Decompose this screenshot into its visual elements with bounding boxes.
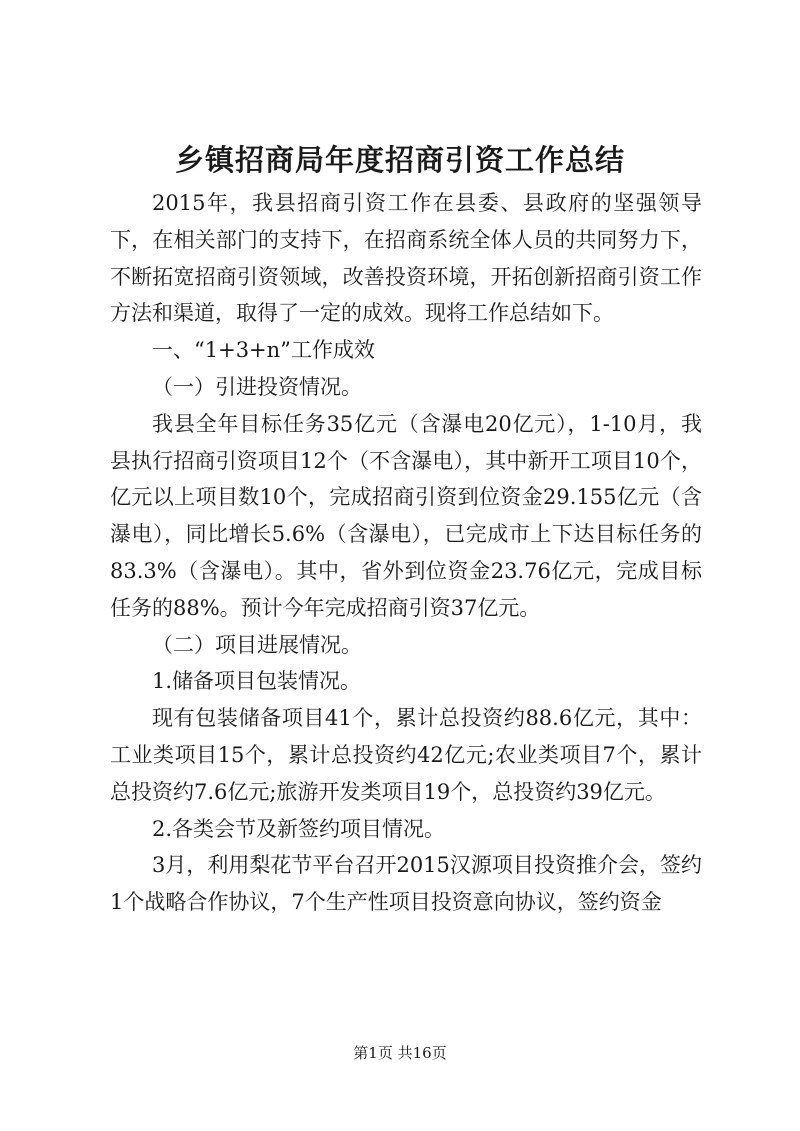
paragraph-intro: 2015年，我县招商引资工作在县委、县政府的坚强领导下，在相关部门的支持下，在招商系统全体人员的共同努力下，不断拓宽招商引资领域，改善投资环境，开拓创新招商引资工作方法和渠道，取得了一定的成效。现将工作总结如下。 bbox=[110, 191, 702, 326]
paragraph-events: 3月，利用梨花节平台召开2015汉源项目投资推介会，签约1个战略合作协议，7个生产性项目投资意向协议，签约资金 bbox=[110, 853, 702, 915]
document-title: 乡镇招商局年度招商引资工作总结 bbox=[174, 143, 625, 177]
paragraph-reserve: 现有包装储备项目41个，累计总投资约88.6亿元，其中：工业类项目15个，累计总投资约42亿元;农业类项目7个，累计总投资约7.6亿元;旅游开发类项目19个，总投资约39亿元。 bbox=[110, 706, 702, 804]
subsection-heading-progress: （二）项目进展情况。 bbox=[152, 632, 362, 657]
paragraph-investment: 我县全年目标任务35亿元（含瀑电20亿元），1-10月，我县执行招商引资项目12个（不含瀑电），其中新开工项目10个，亿元以上项目数10个，完成招商引资到位资金29.155亿元（含瀑电），同比增长5.6%（含瀑电），已完成市上下达目标任务的83.3%（含瀑电）。其中，省外到位资金23.76亿元，完成目标任务的88%。预计今年完成招商引资37亿元。 bbox=[110, 411, 702, 620]
subsection-heading-investment: （一）引进投资情况。 bbox=[152, 374, 362, 399]
page-number: 第1页 共16页 bbox=[353, 1044, 447, 1062]
item-heading-events: 2.各类会节及新签约项目情况。 bbox=[152, 816, 446, 841]
item-heading-reserve: 1.储备项目包装情况。 bbox=[152, 669, 362, 694]
document-body bbox=[110, 185, 702, 921]
section-heading-1: 一、“1+3+n”工作成效 bbox=[152, 338, 375, 363]
